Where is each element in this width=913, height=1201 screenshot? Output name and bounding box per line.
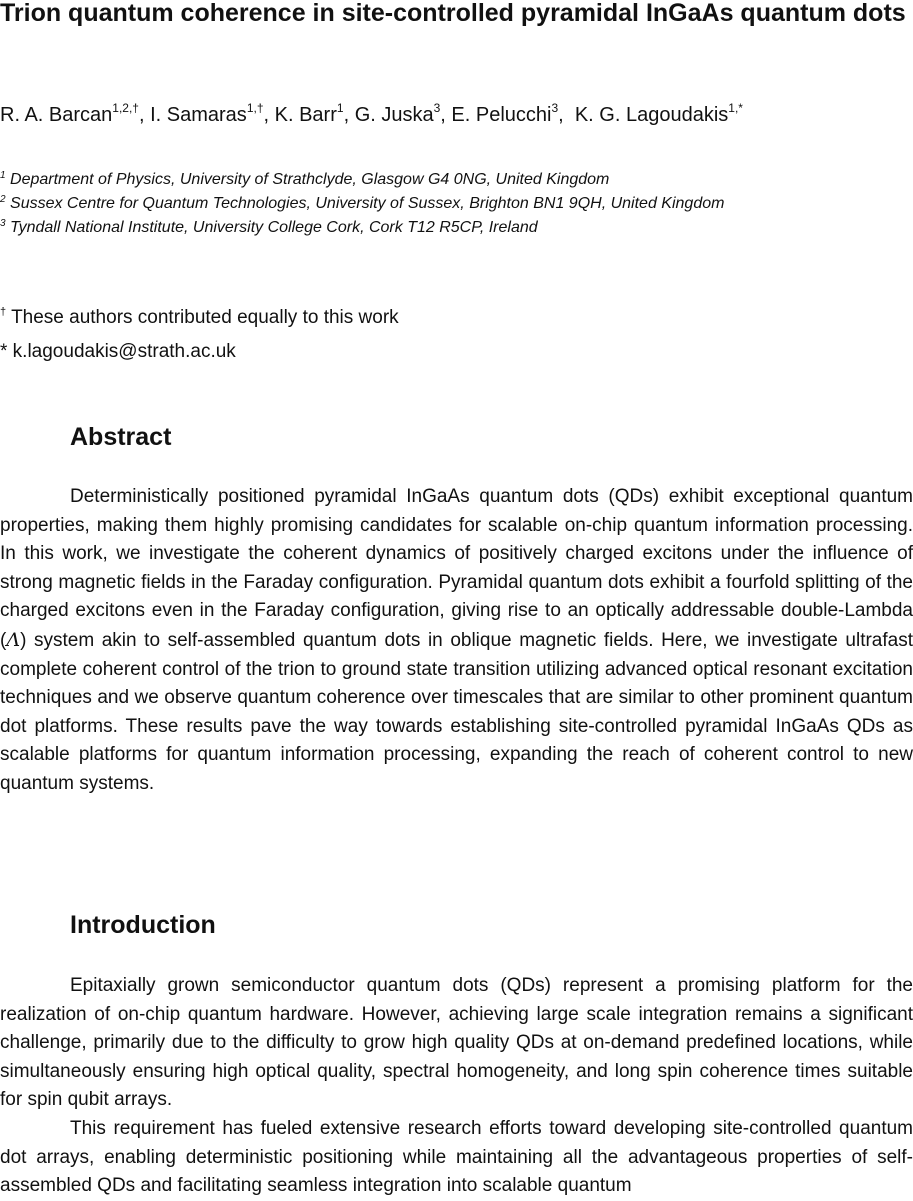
author: E. Pelucchi$^3$,: [451, 101, 575, 126]
affiliation-list: [0, 168, 913, 240]
author-affiliation-marker: 3: [433, 101, 441, 115]
author: K. Barr$^1$,: [274, 101, 355, 126]
corresponding-author-email[interactable]: * k.lagoudakis@strath.ac.uk: [0, 341, 236, 362]
author-affiliation-marker: 1: [336, 101, 344, 115]
lambda-symbol: Λ: [6, 628, 21, 651]
paper-title: Trion quantum coherence in site-controlled pyramidal InGaAs quantum dots: [0, 0, 906, 27]
author-affiliation-marker: 1,*: [728, 101, 743, 115]
affiliation: $^2$ Sussex Centre for Quantum Technologies, University of Sussex, Brighton BN1 9QH, United Kingdom: [0, 194, 725, 212]
introduction-paragraph: This requirement has fueled extensive research efforts toward developing site-controlled quantum dot arrays, enabling deterministic positioning while maintaining all the advantageous properties of self-assembled QDs and facilitating seamless integration into scalable quantum: [0, 1117, 913, 1197]
author-affiliation-marker: 1,†: [246, 101, 264, 115]
affiliation: $^3$ Tyndall National Institute, University College Cork, Cork T12 R5CP, Ireland: [0, 218, 538, 236]
author: G. Juska$^3$,: [354, 101, 452, 126]
affiliation: $^1$ Department of Physics, University of Strathclyde, Glasgow G4 0NG, United Kingdom: [0, 170, 610, 188]
author-list: [0, 101, 913, 129]
abstract-body: [0, 483, 913, 799]
equal-contribution-note: † These authors contributed equally to this work: [0, 306, 399, 328]
abstract-paragraph: Deterministically positioned pyramidal InGaAs quantum dots (QDs) exhibit exceptional quantum properties, making them highly promising candidates for scalable on-chip quantum information processing. In this work, we investigate the coherent dynamics of positively charged excitons under the influence of strong magnetic fields in the Faraday configuration. Pyramidal quantum dots exhibit a fourfold splitting of the charged excitons even in the Faraday configuration, giving rise to an optically addressable double-Lambda (Λ) system akin to self-assembled quantum dots in oblique magnetic fields. Here, we investigate ultrafast complete coherent control of the trion to ground state transition utilizing advanced optical resonant excitation techniques and we observe quantum coherence over timescales that are similar to other prominent quantum dot platforms. These results pave the way towards establishing site-controlled pyramidal InGaAs QDs as scalable platforms for quantum information processing, expanding the reach of coherent control to new quantum systems.: [0, 486, 913, 794]
introduction-heading: Introduction: [70, 911, 216, 939]
abstract-heading: Abstract: [70, 423, 172, 451]
author-affiliation-marker: 1,2,†: [112, 101, 139, 115]
introduction-body: [0, 972, 913, 1201]
author-affiliation-marker: 3: [551, 101, 559, 115]
author-notes: [0, 301, 913, 369]
author: K. G. Lagoudakis$^{1,*}$: [574, 101, 743, 126]
introduction-paragraph: Epitaxially grown semiconductor quantum dots (QDs) represent a promising platform for the realization of on-chip quantum hardware. However, achieving large scale integration remains a significant challenge, primarily due to the difficulty to grow high quality QDs at on-demand predefined locations, while simultaneously ensuring high optical quality, spectral homogeneity, and long spin coherence times suitable for spin qubit arrays.: [0, 975, 913, 1111]
author: R. A. Barcan$^{1,2,\dagger}$,: [0, 101, 151, 126]
author: I. Samaras$^{1,\dagger}$,: [150, 101, 275, 126]
